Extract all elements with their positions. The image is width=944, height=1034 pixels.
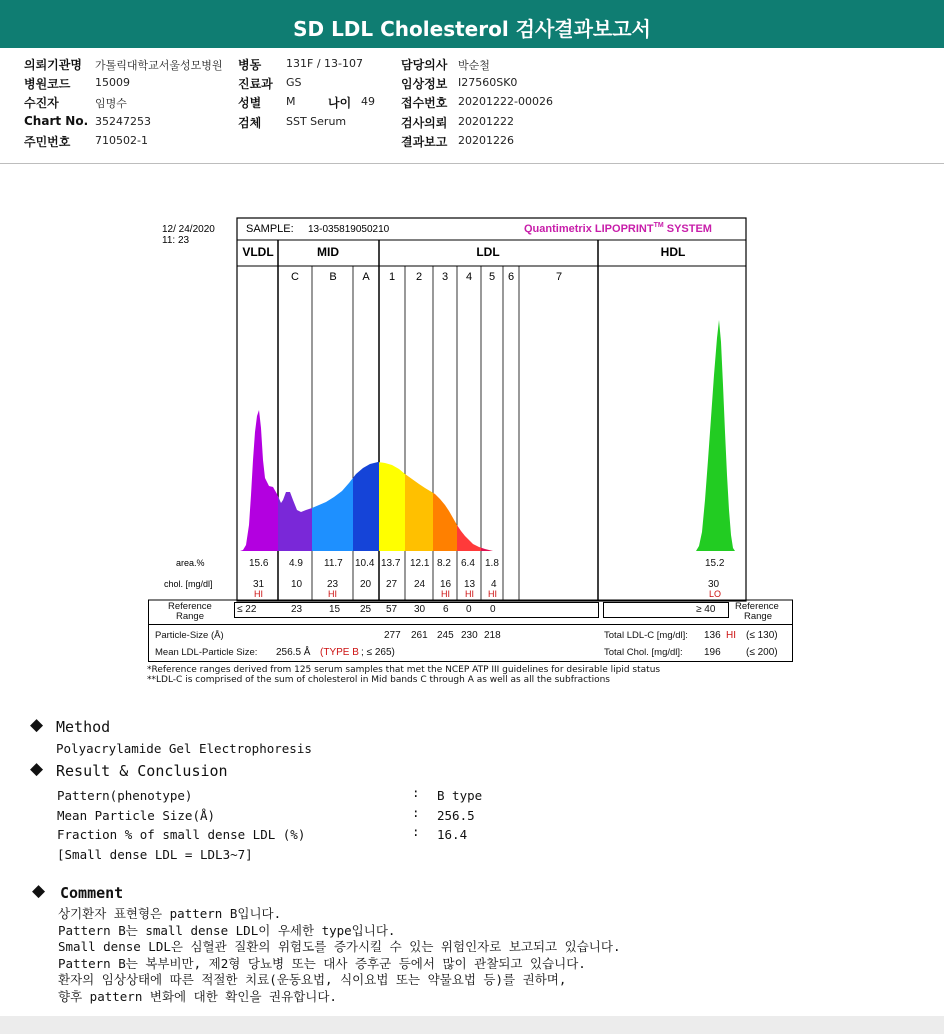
info-value: 131F / 13-107	[286, 57, 363, 70]
comment-line: 상기환자 표현형은 pattern B입니다.	[58, 906, 282, 921]
chol-value: 23	[327, 579, 339, 590]
band-label: 2	[415, 271, 423, 283]
info-label: 의뢰기관명	[24, 58, 82, 72]
ref-value: 0	[490, 604, 496, 615]
band-label: 5	[488, 271, 496, 283]
info-label: 병동	[238, 58, 262, 72]
hdl-ref-value: ≥ 40	[696, 604, 716, 615]
mean-value: 256.5 Å	[276, 647, 311, 658]
info-value: 20201222	[458, 115, 514, 128]
patient-info	[0, 48, 944, 158]
ref-label: Range	[744, 611, 772, 622]
info-value: 20201222-00026	[458, 95, 553, 108]
chol-value: 10	[291, 579, 303, 590]
result-label: Fraction % of small dense LDL (%)	[57, 827, 306, 842]
info-label: 진료과	[238, 77, 273, 91]
particle-value: 261	[411, 630, 428, 641]
hdl-chol-flag: LO	[709, 589, 722, 599]
info-value: 가톨릭대학교서울성모병원	[95, 59, 223, 72]
comment-line: Pattern B는 small dense LDL이 우세한 type입니다.	[58, 923, 396, 938]
band-label: 3	[441, 271, 449, 283]
area-value: 11.7	[324, 558, 343, 569]
ref-value: 0	[466, 604, 472, 615]
report-time: 11: 23	[162, 235, 190, 246]
result-sep: :	[412, 785, 420, 800]
particle-value: 230	[461, 630, 478, 641]
comment-line: 향후 pattern 변화에 대한 확인을 권유합니다.	[58, 989, 337, 1004]
result-label: Mean Particle Size(Å)	[57, 808, 216, 823]
ref-value: 57	[386, 604, 398, 615]
result-note: [Small dense LDL = LDL3~7]	[57, 847, 253, 862]
chol-value: 4	[491, 579, 497, 590]
chol-flag: HI	[465, 589, 474, 599]
info-value: SST Serum	[286, 115, 347, 128]
chol-value: 16	[440, 579, 452, 590]
band-label: C	[291, 271, 299, 283]
total-ldl-label: Total LDL-C [mg/dl]:	[604, 630, 688, 641]
chol-value: 13	[464, 579, 476, 590]
mean-label: Mean LDL-Particle Size:	[155, 647, 258, 658]
ref-label: Range	[176, 611, 204, 622]
footnote-2: **LDL-C is comprised of the sum of cholesterol in Mid bands C through A as well as all the subfractions	[147, 675, 610, 685]
report-title: SD LDL Cholesterol 검사결과보고서	[0, 0, 944, 48]
band-label: B	[329, 271, 337, 283]
info-label: 결과보고	[401, 135, 448, 149]
band-label: A	[362, 271, 370, 283]
info-label: 접수번호	[401, 96, 448, 110]
total-ldl-value: 136	[704, 630, 721, 641]
particle-label: Particle-Size (Å)	[155, 630, 224, 641]
footnote-1: *Reference ranges derived from 125 serum samples that met the NCEP ATP III guidelines for desirable lipid status	[147, 665, 661, 675]
table-frame	[148, 600, 793, 662]
comment-heading: Comment	[60, 884, 124, 902]
bottom-strip	[0, 1016, 944, 1034]
lipoprint-report	[148, 170, 793, 662]
chol-value: 24	[414, 579, 426, 590]
total-ldl-ref: (≤ 130)	[746, 630, 778, 641]
ref-value: 6	[443, 604, 449, 615]
ref-value: ≤ 22	[237, 604, 257, 615]
area-label: area.%	[176, 558, 205, 568]
info-value: M	[286, 95, 296, 108]
area-value: 15.6	[249, 558, 269, 569]
system-title-tm: TM	[653, 222, 664, 229]
info-value: 35247253	[95, 115, 151, 128]
values-table	[148, 170, 793, 662]
info-label: 수진자	[24, 96, 59, 110]
total-chol-value: 196	[704, 647, 721, 658]
chol-value: 31	[253, 579, 265, 590]
comment-line: 환자의 임상상태에 따른 적절한 치료(운동요법, 식이요법 또는 약물요법 등)를 권하며,	[58, 972, 567, 987]
band-label: 1	[388, 271, 396, 283]
report-panel	[0, 48, 944, 1016]
chol-flag: HI	[488, 589, 497, 599]
band-label: 6	[507, 271, 515, 283]
hdl-area-value: 15.2	[705, 558, 725, 569]
info-value: 박순철	[458, 59, 490, 72]
band-label: 7	[555, 271, 563, 283]
total-ldl-flag: HI	[726, 630, 736, 641]
info-label: Chart No.	[24, 114, 89, 128]
result-value: 16.4	[437, 827, 468, 842]
total-chol-label: Total Chol. [mg/dl]:	[604, 647, 683, 658]
area-value: 13.7	[381, 558, 401, 569]
ref-label: Reference	[168, 601, 212, 612]
group-label-mid: MID	[317, 245, 339, 259]
area-value: 8.2	[437, 558, 451, 569]
comment-line: Small dense LDL은 심혈관 질환의 위험도를 증가시킬 수 있는 위험인자로 보고되고 있습니다.	[58, 939, 621, 954]
info-label: 성별	[238, 96, 262, 110]
result-sep: :	[412, 805, 420, 820]
group-label-hdl: HDL	[660, 245, 686, 259]
area-value: 6.4	[461, 558, 475, 569]
sample-label: SAMPLE:	[246, 223, 294, 235]
info-value: I27560SK0	[458, 76, 518, 89]
info-label: 나이	[328, 96, 352, 110]
info-label: 검사의뢰	[401, 116, 448, 130]
section-bullet: ◆	[30, 759, 44, 779]
ref-value: 23	[291, 604, 303, 615]
chol-flag: HI	[441, 589, 450, 599]
particle-value: 218	[484, 630, 501, 641]
mean-type-ref: ; ≤ 265)	[361, 647, 395, 658]
area-value: 1.8	[485, 558, 499, 569]
area-value: 4.9	[289, 558, 303, 569]
chol-flag: HI	[328, 589, 337, 599]
info-value: 49	[361, 95, 375, 108]
result-value: 256.5	[437, 808, 475, 823]
comment-line: Pattern B는 복부비만, 제2형 당뇨병 또는 대사 증후군 등에서 많이 관찰되고 있습니다.	[58, 956, 586, 971]
result-heading: Result & Conclusion	[56, 762, 228, 780]
total-chol-ref: (≤ 200)	[746, 647, 778, 658]
particle-value: 277	[384, 630, 401, 641]
info-value: 15009	[95, 76, 130, 89]
group-label-ldl: LDL	[476, 245, 500, 259]
info-label: 임상정보	[401, 77, 448, 91]
area-value: 10.4	[355, 558, 375, 569]
result-value: B type	[437, 788, 483, 803]
section-bullet: ◆	[32, 881, 46, 901]
info-value: 20201226	[458, 134, 514, 147]
report-date: 12/ 24/2020	[162, 224, 215, 235]
sample-id: 13-035819050210	[308, 224, 390, 235]
chol-label: chol. [mg/dl]	[164, 579, 213, 589]
mean-type: (TYPE B	[320, 647, 359, 658]
result-label: Pattern(phenotype)	[57, 788, 193, 803]
hdl-chol-value: 30	[708, 579, 720, 590]
ref-value: 30	[414, 604, 426, 615]
system-title-b: SYSTEM	[663, 223, 712, 235]
info-label: 담당의사	[401, 58, 448, 72]
particle-value: 245	[437, 630, 454, 641]
group-label-vldl: VLDL	[242, 245, 274, 259]
header-divider	[0, 163, 944, 164]
info-label: 병원코드	[24, 77, 71, 91]
info-label: 주민번호	[24, 135, 71, 149]
table-line	[148, 624, 793, 625]
info-value: 710502-1	[95, 134, 148, 147]
chol-flag: HI	[254, 589, 263, 599]
method-text: Polyacrylamide Gel Electrophoresis	[56, 741, 312, 756]
ref-value: 25	[360, 604, 372, 615]
band-label: 4	[465, 271, 473, 283]
area-value: 12.1	[410, 558, 430, 569]
info-value: 임명수	[95, 97, 127, 110]
result-sep: :	[412, 824, 420, 839]
chol-value: 27	[386, 579, 398, 590]
chol-value: 20	[360, 579, 372, 590]
ref-value: 15	[329, 604, 341, 615]
info-value: GS	[286, 76, 302, 89]
method-heading: Method	[56, 718, 111, 736]
ref-label: Reference	[735, 601, 779, 612]
section-bullet: ◆	[30, 715, 44, 735]
info-label: 검체	[238, 116, 262, 130]
system-title-a: Quantimetrix LIPOPRINT	[524, 223, 654, 235]
